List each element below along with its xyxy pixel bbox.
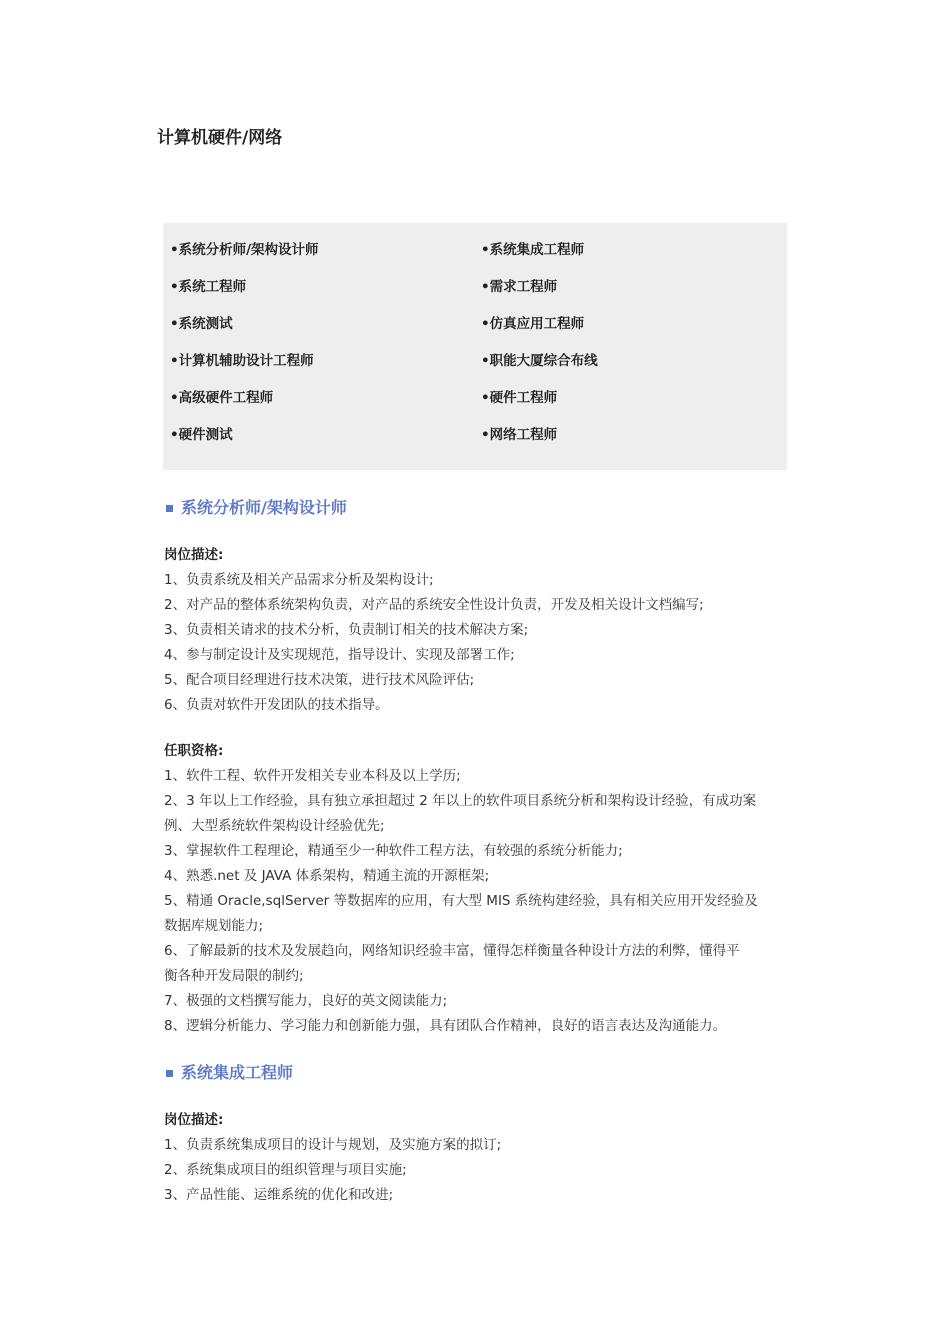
duties-label: 岗位描述: xyxy=(164,1112,224,1128)
duty-item: 2、对产品的整体系统架构负责，对产品的系统安全性设计负责，开发及相关设计文档编写; xyxy=(164,597,704,613)
job-item[interactable]: •网络工程师 xyxy=(481,426,558,443)
job-item[interactable]: •计算机辅助设计工程师 xyxy=(170,352,314,369)
requirement-item: 2、3 年以上工作经验，具有独立承担超过 2 年以上的软件项目系统分析和架构设计经验，有成功案 xyxy=(164,793,757,809)
job-grid-row xyxy=(163,305,787,342)
duty-item: 1、负责系统及相关产品需求分析及架构设计; xyxy=(164,572,434,588)
requirement-item: 3、掌握软件工程理论，精通至少一种软件工程方法，有较强的系统分析能力; xyxy=(164,843,623,859)
duty-item: 1、负责系统集成项目的设计与规划，及实施方案的拟订; xyxy=(164,1137,502,1153)
square-bullet-icon xyxy=(166,1070,173,1077)
page-title: 计算机硬件/网络 xyxy=(157,128,283,148)
job-item[interactable]: •硬件工程师 xyxy=(481,389,558,406)
requirement-item: 1、软件工程、软件开发相关专业本科及以上学历; xyxy=(164,768,461,784)
job-item[interactable]: •仿真应用工程师 xyxy=(481,315,585,332)
job-item[interactable]: •硬件测试 xyxy=(170,426,233,443)
duties-block xyxy=(164,1108,794,1208)
duty-item: 2、系统集成项目的组织管理与项目实施; xyxy=(164,1162,407,1178)
requirement-item: 8、逻辑分析能力、学习能力和创新能力强，具有团队合作精神，良好的语言表达及沟通能力。 xyxy=(164,1018,727,1034)
job-item[interactable]: •系统测试 xyxy=(170,315,233,332)
duty-item: 3、负责相关请求的技术分析，负责制订相关的技术解决方案; xyxy=(164,622,529,638)
job-item[interactable]: •系统集成工程师 xyxy=(481,241,585,258)
requirement-item: 4、熟悉.net 及 JAVA 体系架构，精通主流的开源框架; xyxy=(164,868,490,884)
duty-item: 5、配合项目经理进行技术决策，进行技术风险评估; xyxy=(164,672,475,688)
job-grid-row xyxy=(163,231,787,268)
duty-item: 6、负责对软件开发团队的技术指导。 xyxy=(164,697,389,713)
duty-item: 4、参与制定设计及实现规范，指导设计、实现及部署工作; xyxy=(164,647,515,663)
square-bullet-icon xyxy=(166,505,173,512)
job-item[interactable]: •系统分析师/架构设计师 xyxy=(170,241,319,258)
job-grid-row xyxy=(163,342,787,379)
section-heading xyxy=(164,496,794,520)
job-grid-row xyxy=(163,416,787,453)
job-item[interactable]: •系统工程师 xyxy=(170,278,247,295)
requirement-item: 数据库规划能力; xyxy=(164,918,264,934)
requirement-item: 6、了解最新的技术及发展趋向，网络知识经验丰富，懂得怎样衡量各种设计方法的利弊，懂得平 xyxy=(164,943,740,959)
duty-item: 3、产品性能、运维系统的优化和改进; xyxy=(164,1187,394,1203)
section-heading-text: 系统分析师/架构设计师 xyxy=(181,498,347,517)
section-system-analyst xyxy=(164,496,794,520)
job-item[interactable]: •职能大厦综合布线 xyxy=(481,352,598,369)
requirements-label: 任职资格: xyxy=(164,743,224,759)
duties-label: 岗位描述: xyxy=(164,547,224,563)
requirement-item: 5、精通 Oracle,sqlServer 等数据库的应用，有大型 MIS 系统构建经验，具有相关应用开发经验及 xyxy=(164,893,758,909)
requirement-item: 衡各种开发局限的制约; xyxy=(164,968,304,984)
section-heading-text: 系统集成工程师 xyxy=(181,1063,294,1082)
job-item[interactable]: •高级硬件工程师 xyxy=(170,389,274,406)
section-heading xyxy=(164,1061,794,1085)
section-system-integration xyxy=(164,1061,794,1085)
requirements-block xyxy=(164,739,794,1039)
job-grid-row xyxy=(163,268,787,305)
requirement-item: 例、大型系统软件架构设计经验优先; xyxy=(164,818,385,834)
job-grid-row xyxy=(163,379,787,416)
duties-block xyxy=(164,543,794,718)
job-item[interactable]: •需求工程师 xyxy=(481,278,558,295)
job-title-grid xyxy=(163,223,787,470)
requirement-item: 7、极强的文档撰写能力，良好的英文阅读能力; xyxy=(164,993,448,1009)
